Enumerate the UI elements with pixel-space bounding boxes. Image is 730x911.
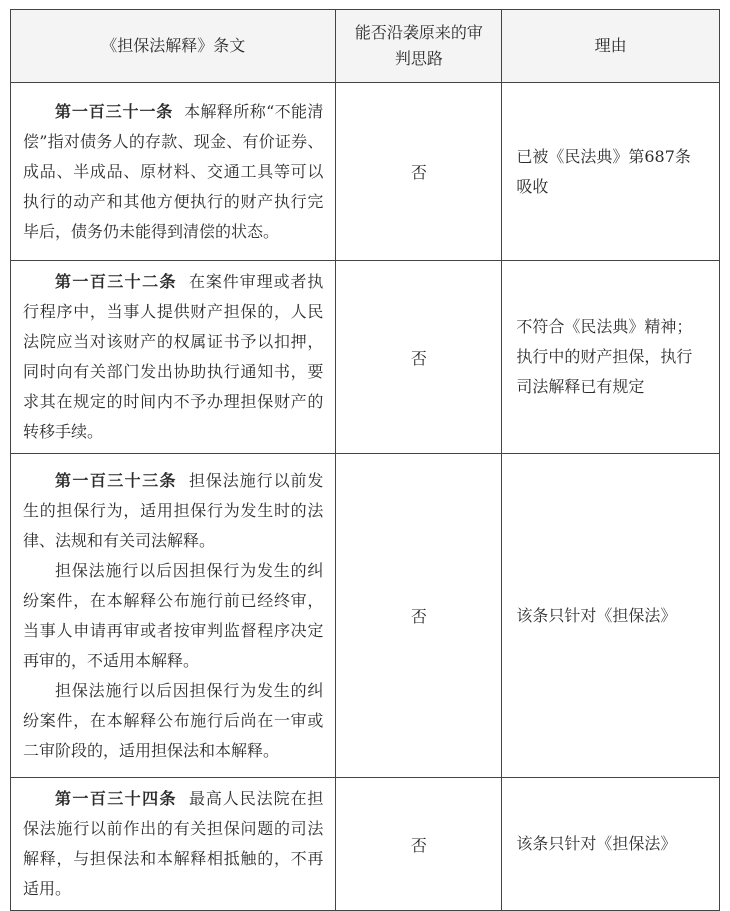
article-cell <box>11 261 336 454</box>
header-continuity <box>336 10 502 83</box>
table-row <box>11 778 720 911</box>
article-cell <box>11 454 336 778</box>
reason-cell: 已被《民法典》第687条吸收 <box>502 83 720 261</box>
article-paragraph <box>23 267 323 447</box>
article-cell <box>11 778 336 911</box>
verdict-cell: 否 <box>336 261 502 454</box>
article-title: 第一百三十三条 <box>55 470 177 490</box>
article-paragraph: 担保法施行以后因担保行为发生的纠纷案件，在本解释公布施行后尚在一审或二审阶段的，适用担保法和本解释。 <box>23 680 324 760</box>
article-cell <box>11 83 336 261</box>
header-reason: 理由 <box>502 10 720 83</box>
reason-cell: 该条只针对《担保法》 <box>502 454 720 778</box>
article-paragraph: 担保法施行以后因担保行为发生的纠纷案件，在本解释公布施行前已经终审，当事人申请再审或者按审判监督程序决定再审的，不适用本解释。 <box>23 560 324 670</box>
article-paragraph <box>23 97 323 247</box>
reason-cell: 不符合《民法典》精神；执行中的财产担保，执行司法解释已有规定 <box>502 261 720 454</box>
reason-cell: 该条只针对《担保法》 <box>502 778 720 911</box>
verdict-cell: 否 <box>336 778 502 911</box>
table-row <box>11 454 720 778</box>
article-text: 担保法施行以前发生的担保行为，适用担保行为发生时的法律、法规和有关司法解释。 <box>23 470 324 550</box>
article-text: 最高人民法院在担保法施行以前作出的有关担保问题的司法解释，与担保法和本解释相抵触的，不再适用。 <box>23 789 324 898</box>
article-title: 第一百三十二条 <box>55 272 177 291</box>
table-row <box>11 261 720 454</box>
article-text: 本解释所称“不能清偿”指对债务人的存款、现金、有价证券、成品、半成品、原材料、交通工具等可以执行的动产和其他方便执行的财产执行完毕后，债务仍未能得到清偿的状态。 <box>23 101 324 241</box>
article-title: 第一百三十四条 <box>55 789 177 808</box>
comparison-table <box>10 9 720 911</box>
verdict-cell: 否 <box>336 454 502 778</box>
article-title: 第一百三十一条 <box>55 101 174 121</box>
header-article: 《担保法解释》条文 <box>11 10 336 83</box>
verdict-cell: 否 <box>336 83 502 261</box>
article-text: 在案件审理或者执行程序中，当事人提供财产担保的，人民法院应当对该财产的权属证书予以扣押，同时向有关部门发出协助执行通知书，要求其在规定的时间内不予办理担保财产的转移手续。 <box>23 272 324 441</box>
table-header-row <box>11 10 720 83</box>
article-paragraph <box>23 784 323 904</box>
table-row <box>11 83 720 261</box>
article-paragraph <box>23 466 323 556</box>
header-continuity-text: 能否沿袭原来的审判思路 <box>354 23 483 68</box>
